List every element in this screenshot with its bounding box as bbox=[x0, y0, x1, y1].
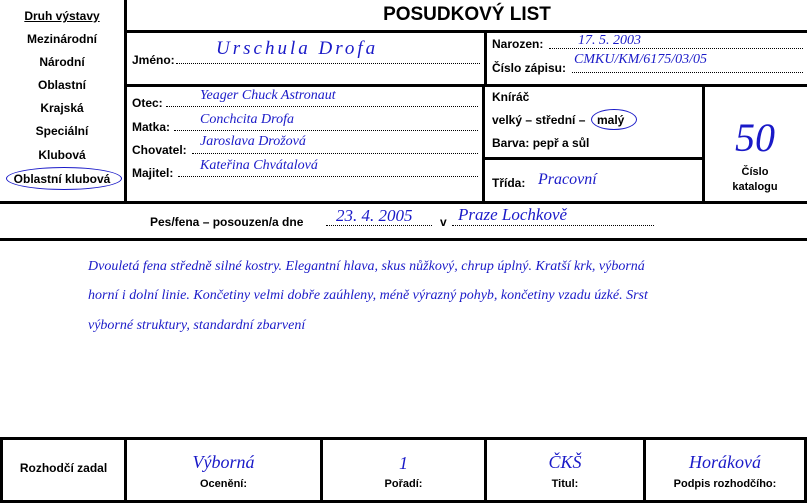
show-type-special: Speciální bbox=[35, 124, 89, 138]
catalog-label-line2: katalogu bbox=[732, 181, 778, 193]
oceneni-value: Výborná bbox=[192, 452, 255, 472]
show-type-header: Druh výstavy bbox=[24, 9, 100, 23]
catalog-label-line1: Číslo bbox=[741, 166, 769, 178]
selected-show-type-circle bbox=[6, 167, 122, 190]
breed-name: Kníráč bbox=[492, 90, 530, 104]
judged-place: Praze Lochkově bbox=[458, 205, 568, 224]
majitel-dotted-line bbox=[178, 176, 478, 177]
narozen-divider bbox=[484, 30, 487, 87]
oceneni-label: Ocenění: bbox=[199, 478, 248, 490]
poradi-label: Pořadí: bbox=[384, 478, 423, 490]
size-options: velký – střední – bbox=[492, 113, 586, 127]
show-type-regional: Oblastní bbox=[37, 78, 86, 92]
size-selected-circle bbox=[591, 109, 637, 130]
pedigree-divider bbox=[482, 84, 485, 203]
judged-place-dotted-line bbox=[452, 225, 654, 226]
otec-value: Yeager Chuck Astronaut bbox=[200, 88, 336, 103]
size-selected: malý bbox=[597, 113, 625, 127]
otec-label: Otec: bbox=[132, 96, 163, 110]
judged-date: 23. 4. 2005 bbox=[336, 206, 413, 225]
judged-bottom-line bbox=[0, 238, 807, 241]
page-title: POSUDKOVÝ LIST bbox=[383, 4, 551, 25]
chovatel-value: Jaroslava Drožová bbox=[200, 134, 306, 149]
jmeno-dotted-line bbox=[176, 63, 480, 64]
titul-value: ČKŠ bbox=[548, 452, 582, 472]
trida-label: Třída: bbox=[492, 176, 526, 190]
footer-judge-label: Rozhodčí zadal bbox=[19, 461, 108, 475]
show-type-county: Krajská bbox=[40, 101, 84, 115]
show-type-regional-club: Oblastní klubová bbox=[13, 172, 111, 186]
upper-section-bottom-line bbox=[0, 201, 807, 204]
zapis-label: Číslo zápisu: bbox=[492, 61, 567, 75]
title-bottom-line bbox=[124, 30, 807, 33]
catalog-number: 50 bbox=[735, 115, 775, 160]
matka-value: Conchcita Drofa bbox=[200, 112, 294, 127]
zapis-dotted-line bbox=[572, 72, 803, 73]
footer-top-line bbox=[0, 437, 807, 440]
evaluation-line-3: výborné struktury, standardní zbarvení bbox=[88, 318, 306, 333]
jmeno-label: Jméno: bbox=[132, 53, 175, 67]
podpis-value: Horáková bbox=[689, 452, 761, 472]
evaluation-line-2: horní i dolní linie. Končetiny velmi dobře zaúhleny, méně výrazný pohyb, končetiny vzadu úzké. Srst bbox=[88, 288, 648, 303]
poradi-value: 1 bbox=[399, 453, 408, 473]
judged-prefix: Pes/fena – posouzen/a dne bbox=[150, 215, 304, 229]
evaluation-line-1: Dvouletá fena středně silné kostry. Elegantní hlava, skus nůžkový, chrup úplný. Kratší krk, výborná bbox=[88, 259, 645, 274]
jmeno-value: Urschula Drofa bbox=[216, 38, 379, 59]
breed-trida-line bbox=[482, 157, 705, 160]
matka-dotted-line bbox=[174, 130, 478, 131]
trida-value: Pracovní bbox=[538, 171, 597, 188]
narozen-value: 17. 5. 2003 bbox=[578, 33, 641, 48]
narozen-label: Narozen: bbox=[492, 37, 544, 51]
majitel-label: Majitel: bbox=[132, 166, 174, 180]
matka-label: Matka: bbox=[132, 120, 171, 134]
zapis-value: CMKU/KM/6175/03/05 bbox=[574, 52, 708, 67]
podpis-label: Podpis rozhodčího: bbox=[673, 478, 777, 490]
show-type-international: Mezinárodní bbox=[26, 32, 97, 46]
judged-v-label: v bbox=[440, 215, 447, 229]
show-type-national: Národní bbox=[39, 55, 85, 69]
titul-label: Titul: bbox=[551, 478, 579, 490]
otec-dotted-line bbox=[166, 106, 478, 107]
chovatel-dotted-line bbox=[192, 153, 478, 154]
barva-label: Barva: pepř a sůl bbox=[492, 136, 590, 150]
chovatel-label: Chovatel: bbox=[132, 143, 187, 157]
majitel-value: Kateřina Chvátalová bbox=[200, 158, 318, 173]
show-type-club: Klubová bbox=[38, 148, 86, 162]
